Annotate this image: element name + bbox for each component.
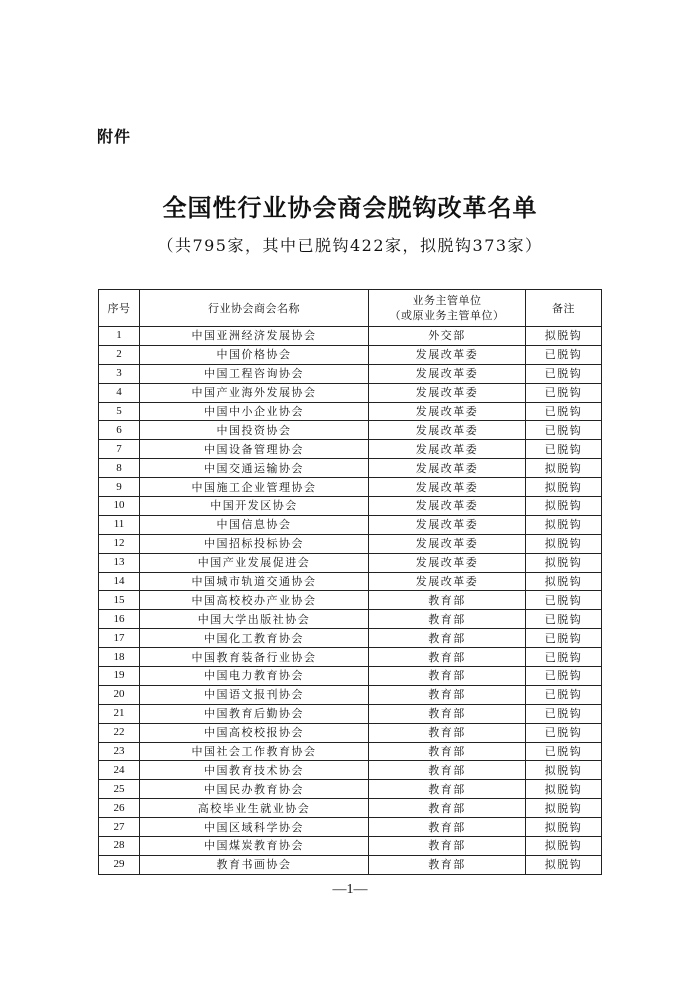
- cell-note: 拟脱钩: [526, 497, 602, 516]
- cell-name: 中国电力教育协会: [140, 667, 369, 686]
- cell-note: 拟脱钩: [526, 327, 602, 346]
- cell-index: 18: [99, 648, 140, 667]
- cell-index: 19: [99, 667, 140, 686]
- cell-unit: 教育部: [369, 799, 526, 818]
- cell-name: 中国投资协会: [140, 421, 369, 440]
- table-row: [99, 629, 602, 648]
- table-row: [99, 572, 602, 591]
- cell-index: 17: [99, 629, 140, 648]
- cell-note: 已脱钩: [526, 591, 602, 610]
- cell-index: 11: [99, 515, 140, 534]
- cell-name: 教育书画协会: [140, 855, 369, 874]
- cell-unit: 教育部: [369, 723, 526, 742]
- table-row: [99, 553, 602, 572]
- table-row: [99, 667, 602, 686]
- table-header-row: [99, 290, 602, 327]
- document-title: 全国性行业协会商会脱钩改革名单: [162, 194, 538, 222]
- cell-index: 23: [99, 742, 140, 761]
- table-row: [99, 799, 602, 818]
- table-row: [99, 327, 602, 346]
- cell-note: 拟脱钩: [526, 478, 602, 497]
- table-row: [99, 855, 602, 874]
- cell-name: 中国高校校办产业协会: [140, 591, 369, 610]
- header-name: 行业协会商会名称: [140, 290, 369, 327]
- cell-name: 中国城市轨道交通协会: [140, 572, 369, 591]
- cell-index: 12: [99, 534, 140, 553]
- cell-name: 中国区域科学协会: [140, 818, 369, 837]
- cell-note: 拟脱钩: [526, 761, 602, 780]
- cell-unit: 教育部: [369, 704, 526, 723]
- cell-name: 中国教育技术协会: [140, 761, 369, 780]
- cell-note: 已脱钩: [526, 345, 602, 364]
- table-row: [99, 648, 602, 667]
- cell-note: 已脱钩: [526, 364, 602, 383]
- cell-name: 中国产业发展促进会: [140, 553, 369, 572]
- cell-note: 拟脱钩: [526, 459, 602, 478]
- cell-index: 7: [99, 440, 140, 459]
- cell-index: 16: [99, 610, 140, 629]
- cell-name: 中国交通运输协会: [140, 459, 369, 478]
- table-row: [99, 723, 602, 742]
- cell-name: 中国工程咨询协会: [140, 364, 369, 383]
- cell-unit: 发展改革委: [369, 364, 526, 383]
- cell-note: 拟脱钩: [526, 572, 602, 591]
- cell-index: 5: [99, 402, 140, 421]
- cell-unit: 发展改革委: [369, 534, 526, 553]
- cell-index: 29: [99, 855, 140, 874]
- association-table: [98, 289, 602, 875]
- cell-name: 中国大学出版社协会: [140, 610, 369, 629]
- table-row: [99, 610, 602, 629]
- table-row: [99, 478, 602, 497]
- cell-unit: 教育部: [369, 780, 526, 799]
- cell-index: 13: [99, 553, 140, 572]
- cell-note: 已脱钩: [526, 421, 602, 440]
- cell-index: 27: [99, 818, 140, 837]
- header-index: 序号: [99, 290, 140, 327]
- table-row: [99, 364, 602, 383]
- cell-note: 已脱钩: [526, 685, 602, 704]
- cell-note: 拟脱钩: [526, 855, 602, 874]
- table-row: [99, 383, 602, 402]
- cell-index: 20: [99, 685, 140, 704]
- page-number: —1—: [332, 882, 368, 897]
- header-note: 备注: [526, 290, 602, 327]
- table-row: [99, 780, 602, 799]
- cell-unit: 发展改革委: [369, 478, 526, 497]
- cell-note: 已脱钩: [526, 383, 602, 402]
- cell-index: 8: [99, 459, 140, 478]
- cell-note: 拟脱钩: [526, 818, 602, 837]
- cell-note: 拟脱钩: [526, 553, 602, 572]
- attachment-label: 附件: [97, 127, 132, 146]
- cell-unit: 教育部: [369, 610, 526, 629]
- cell-unit: 发展改革委: [369, 383, 526, 402]
- cell-note: 已脱钩: [526, 742, 602, 761]
- cell-note: 已脱钩: [526, 704, 602, 723]
- table-body: [99, 327, 602, 875]
- cell-index: 10: [99, 497, 140, 516]
- cell-unit: 教育部: [369, 629, 526, 648]
- cell-unit: 发展改革委: [369, 345, 526, 364]
- table-row: [99, 345, 602, 364]
- cell-index: 2: [99, 345, 140, 364]
- cell-name: 中国民办教育协会: [140, 780, 369, 799]
- cell-note: 拟脱钩: [526, 780, 602, 799]
- cell-index: 14: [99, 572, 140, 591]
- table-row: [99, 534, 602, 553]
- cell-index: 22: [99, 723, 140, 742]
- cell-index: 25: [99, 780, 140, 799]
- cell-name: 中国教育装备行业协会: [140, 648, 369, 667]
- cell-unit: 发展改革委: [369, 553, 526, 572]
- cell-index: 3: [99, 364, 140, 383]
- table-row: [99, 761, 602, 780]
- cell-name: 高校毕业生就业协会: [140, 799, 369, 818]
- cell-unit: 教育部: [369, 742, 526, 761]
- cell-index: 4: [99, 383, 140, 402]
- cell-name: 中国中小企业协会: [140, 402, 369, 421]
- cell-unit: 教育部: [369, 761, 526, 780]
- cell-index: 28: [99, 837, 140, 856]
- table-row: [99, 837, 602, 856]
- header-unit-line2: （或原业务主管单位）: [389, 309, 505, 322]
- cell-unit: 发展改革委: [369, 459, 526, 478]
- cell-unit: 教育部: [369, 667, 526, 686]
- cell-unit: 教育部: [369, 591, 526, 610]
- cell-name: 中国语文报刊协会: [140, 685, 369, 704]
- cell-unit: 发展改革委: [369, 497, 526, 516]
- cell-name: 中国亚洲经济发展协会: [140, 327, 369, 346]
- cell-index: 15: [99, 591, 140, 610]
- cell-note: 拟脱钩: [526, 837, 602, 856]
- cell-index: 1: [99, 327, 140, 346]
- document-subtitle: （共795家，其中已脱钩422家，拟脱钩373家）: [157, 236, 543, 255]
- cell-unit: 教育部: [369, 818, 526, 837]
- cell-name: 中国社会工作教育协会: [140, 742, 369, 761]
- cell-index: 9: [99, 478, 140, 497]
- table-row: [99, 818, 602, 837]
- cell-unit: 教育部: [369, 837, 526, 856]
- cell-note: 已脱钩: [526, 648, 602, 667]
- table-row: [99, 421, 602, 440]
- cell-name: 中国招标投标协会: [140, 534, 369, 553]
- cell-index: 6: [99, 421, 140, 440]
- cell-name: 中国施工企业管理协会: [140, 478, 369, 497]
- cell-note: 拟脱钩: [526, 534, 602, 553]
- cell-note: 拟脱钩: [526, 799, 602, 818]
- cell-note: 已脱钩: [526, 402, 602, 421]
- cell-note: 已脱钩: [526, 629, 602, 648]
- cell-unit: 教育部: [369, 685, 526, 704]
- cell-name: 中国设备管理协会: [140, 440, 369, 459]
- table-row: [99, 591, 602, 610]
- table-row: [99, 704, 602, 723]
- cell-name: 中国产业海外发展协会: [140, 383, 369, 402]
- cell-note: 拟脱钩: [526, 515, 602, 534]
- cell-note: 已脱钩: [526, 667, 602, 686]
- header-unit: [369, 290, 526, 327]
- cell-unit: 教育部: [369, 855, 526, 874]
- cell-note: 已脱钩: [526, 610, 602, 629]
- cell-name: 中国开发区协会: [140, 497, 369, 516]
- cell-note: 已脱钩: [526, 440, 602, 459]
- table-row: [99, 515, 602, 534]
- cell-name: 中国信息协会: [140, 515, 369, 534]
- table-row: [99, 497, 602, 516]
- cell-unit: 发展改革委: [369, 572, 526, 591]
- cell-name: 中国化工教育协会: [140, 629, 369, 648]
- table-row: [99, 440, 602, 459]
- cell-name: 中国教育后勤协会: [140, 704, 369, 723]
- cell-index: 26: [99, 799, 140, 818]
- table-row: [99, 685, 602, 704]
- cell-name: 中国煤炭教育协会: [140, 837, 369, 856]
- table-row: [99, 459, 602, 478]
- cell-unit: 教育部: [369, 648, 526, 667]
- header-unit-line1: 业务主管单位: [412, 294, 482, 307]
- cell-name: 中国价格协会: [140, 345, 369, 364]
- table-row: [99, 742, 602, 761]
- cell-unit: 发展改革委: [369, 421, 526, 440]
- cell-unit: 发展改革委: [369, 515, 526, 534]
- cell-unit: 发展改革委: [369, 440, 526, 459]
- cell-index: 21: [99, 704, 140, 723]
- cell-note: 已脱钩: [526, 723, 602, 742]
- cell-name: 中国高校校报协会: [140, 723, 369, 742]
- cell-unit: 发展改革委: [369, 402, 526, 421]
- cell-unit: 外交部: [369, 327, 526, 346]
- table-row: [99, 402, 602, 421]
- cell-index: 24: [99, 761, 140, 780]
